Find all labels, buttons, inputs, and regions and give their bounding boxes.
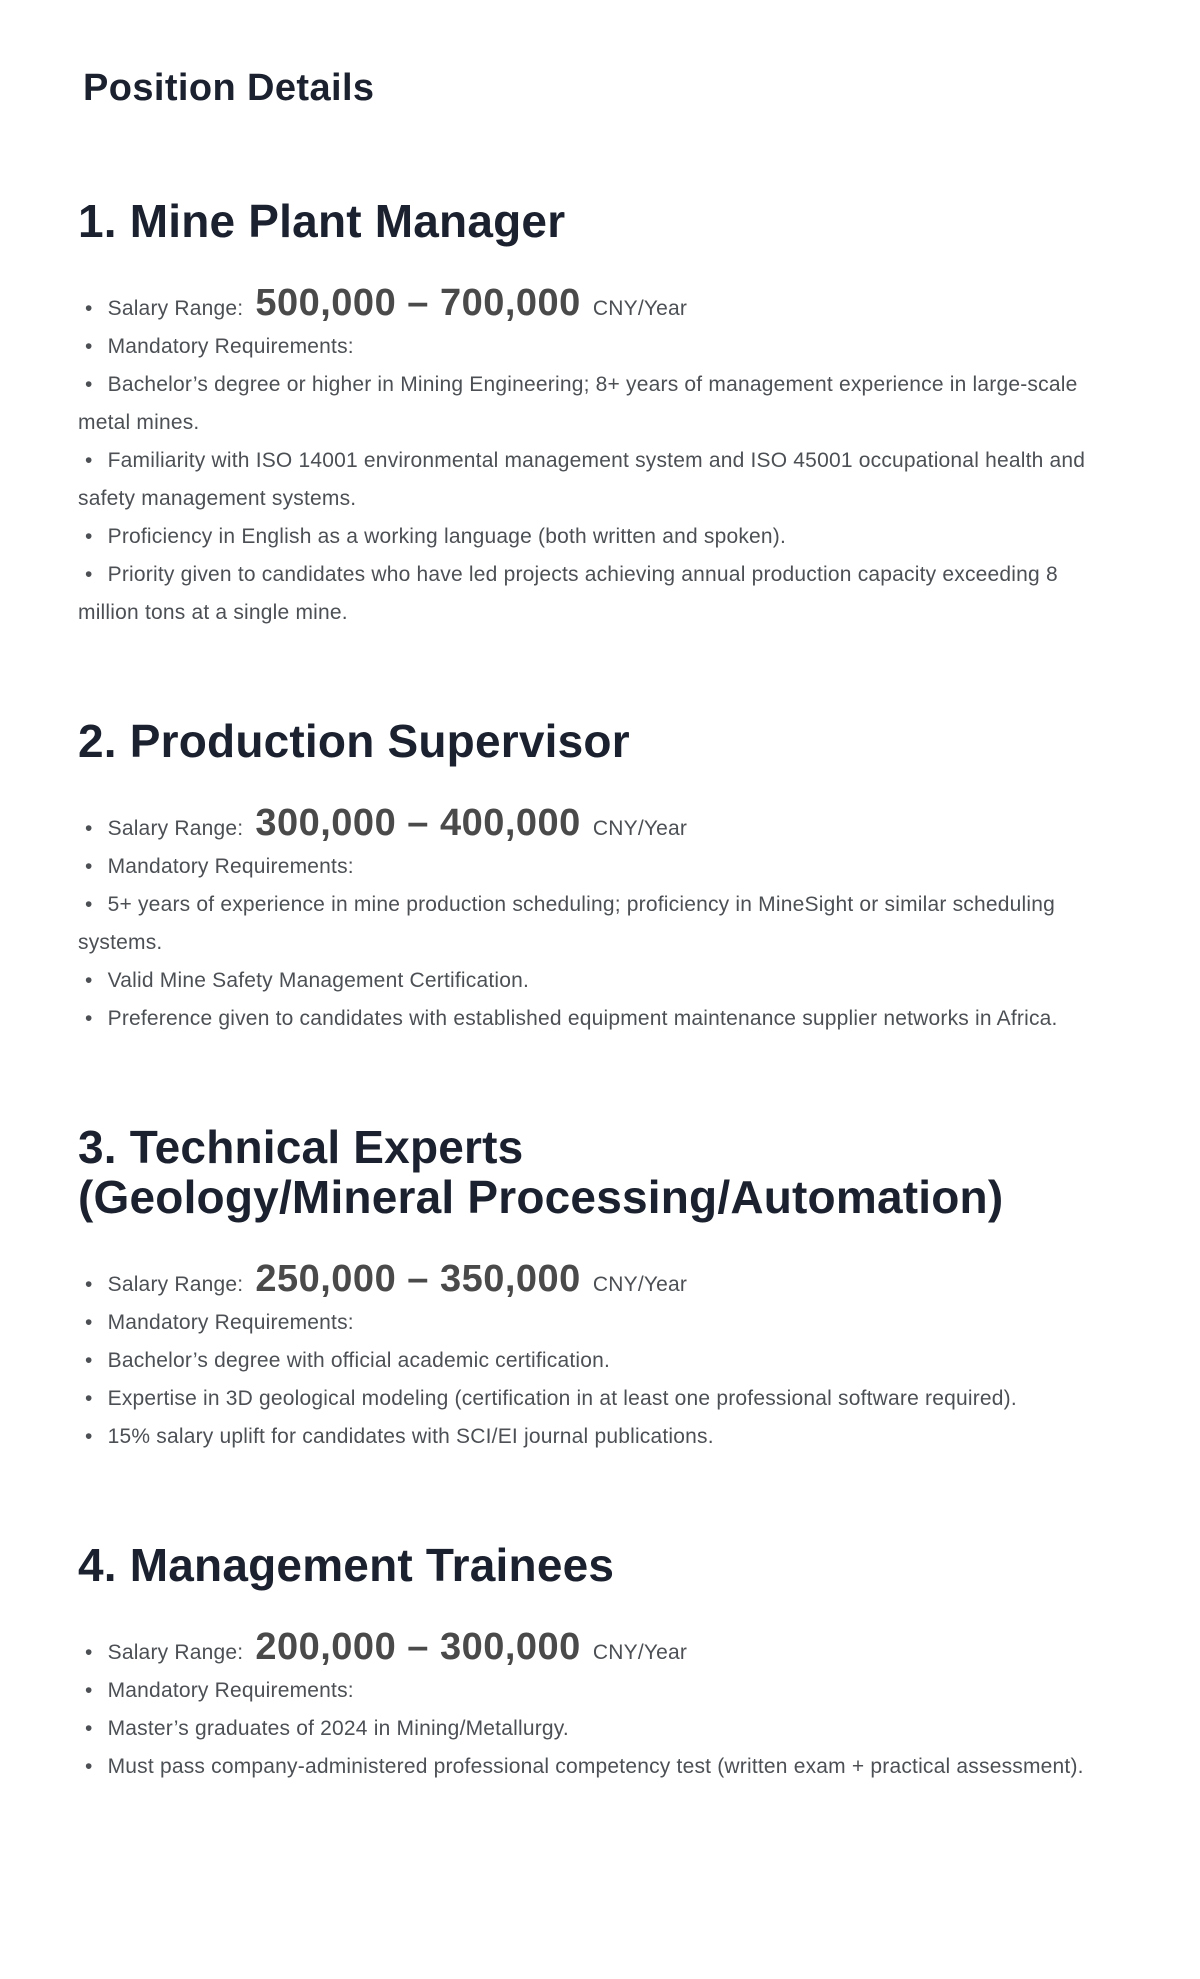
requirement-text: Bachelor’s degree with official academic certification.	[107, 1348, 611, 1372]
requirement-text: Proficiency in English as a working language (both written and spoken).	[107, 524, 787, 548]
bullet-icon: •	[85, 334, 93, 358]
bullet-icon: •	[85, 562, 93, 586]
requirement-item	[78, 442, 1108, 518]
requirement-item	[78, 1710, 1108, 1748]
requirement-text: 5+ years of experience in mine production scheduling; proficiency in MineSight or similar scheduling systems.	[78, 892, 1056, 954]
requirement-text: Must pass company-administered professional competency test (written exam + practical assessment).	[107, 1754, 1084, 1778]
requirement-text: Familiarity with ISO 14001 environmental management system and ISO 45001 occupational health and safety management systems.	[78, 448, 1086, 510]
requirement-text: Mandatory Requirements:	[107, 854, 354, 878]
requirement-item	[78, 1672, 1108, 1710]
salary-range: 500,000 – 700,000	[255, 281, 581, 324]
bullet-icon: •	[85, 1348, 93, 1372]
salary-label: Salary Range:	[107, 816, 244, 840]
bullet-icon: •	[85, 1006, 93, 1030]
position-section-4	[78, 1540, 1108, 1786]
bullet-icon: •	[85, 1678, 93, 1702]
position-title-line: (Geology/Mineral Processing/Automation)	[78, 1170, 1004, 1223]
position-section-3	[78, 1122, 1108, 1456]
salary-line	[78, 801, 1108, 848]
requirements-list	[78, 281, 1108, 632]
salary-range: 300,000 – 400,000	[255, 801, 581, 844]
salary-line	[78, 1625, 1108, 1672]
salary-unit: CNY/Year	[592, 1272, 688, 1296]
position-title	[78, 1122, 1108, 1222]
bullet-icon: •	[85, 1272, 93, 1296]
salary-range: 200,000 – 300,000	[255, 1625, 581, 1668]
salary-unit: CNY/Year	[592, 296, 688, 320]
requirements-list	[78, 801, 1108, 1038]
requirement-item	[78, 1304, 1108, 1342]
requirements-list	[78, 1257, 1108, 1456]
requirement-text: Valid Mine Safety Management Certification.	[107, 968, 530, 992]
position-title	[78, 716, 1108, 766]
salary-unit: CNY/Year	[592, 816, 688, 840]
position-section-1	[78, 196, 1108, 632]
requirement-text: Mandatory Requirements:	[107, 334, 354, 358]
requirement-text: Bachelor’s degree or higher in Mining Engineering; 8+ years of management experience in large-scale metal mines.	[78, 372, 1078, 434]
position-title-line: 2. Production Supervisor	[78, 714, 630, 767]
position-title-line: 1. Mine Plant Manager	[78, 194, 566, 247]
requirement-item	[78, 556, 1108, 632]
requirement-item	[78, 518, 1108, 556]
bullet-icon: •	[85, 816, 93, 840]
bullet-icon: •	[85, 372, 93, 396]
position-section-2	[78, 716, 1108, 1038]
requirement-text: Priority given to candidates who have led projects achieving annual production capacity exceeding 8 million tons at a single mine.	[78, 562, 1058, 624]
requirement-text: Mandatory Requirements:	[107, 1678, 354, 1702]
requirement-item	[78, 1000, 1108, 1038]
bullet-icon: •	[85, 854, 93, 878]
bullet-icon: •	[85, 1716, 93, 1740]
requirement-item	[78, 328, 1108, 366]
salary-line	[78, 1257, 1108, 1304]
requirements-list	[78, 1625, 1108, 1786]
bullet-icon: •	[85, 892, 93, 916]
requirement-text: 15% salary uplift for candidates with SCI/EI journal publications.	[107, 1424, 714, 1448]
bullet-icon: •	[85, 1640, 93, 1664]
bullet-icon: •	[85, 524, 93, 548]
requirement-item	[78, 1418, 1108, 1456]
requirement-item	[78, 366, 1108, 442]
requirement-item	[78, 886, 1108, 962]
position-title-line: 3. Technical Experts	[78, 1120, 524, 1173]
salary-range: 250,000 – 350,000	[255, 1257, 581, 1300]
bullet-icon: •	[85, 296, 93, 320]
salary-line	[78, 281, 1108, 328]
requirement-item	[78, 848, 1108, 886]
requirement-item	[78, 1380, 1108, 1418]
position-title-line: 4. Management Trainees	[78, 1538, 615, 1591]
requirement-text: Mandatory Requirements:	[107, 1310, 354, 1334]
bullet-icon: •	[85, 448, 93, 472]
requirement-text: Master’s graduates of 2024 in Mining/Metallurgy.	[107, 1716, 569, 1740]
page-title: Position Details	[83, 67, 375, 109]
position-title	[78, 196, 1108, 246]
salary-unit: CNY/Year	[592, 1640, 688, 1664]
requirement-item	[78, 962, 1108, 1000]
bullet-icon: •	[85, 1754, 93, 1778]
requirement-text: Preference given to candidates with established equipment maintenance supplier networks in Africa.	[107, 1006, 1058, 1030]
bullet-icon: •	[85, 1386, 93, 1410]
salary-label: Salary Range:	[107, 1640, 244, 1664]
bullet-icon: •	[85, 968, 93, 992]
requirement-text: Expertise in 3D geological modeling (certification in at least one professional software required).	[107, 1386, 1017, 1410]
bullet-icon: •	[85, 1424, 93, 1448]
salary-label: Salary Range:	[107, 296, 244, 320]
bullet-icon: •	[85, 1310, 93, 1334]
position-title	[78, 1540, 1108, 1590]
requirement-item	[78, 1748, 1108, 1786]
requirement-item	[78, 1342, 1108, 1380]
salary-label: Salary Range:	[107, 1272, 244, 1296]
